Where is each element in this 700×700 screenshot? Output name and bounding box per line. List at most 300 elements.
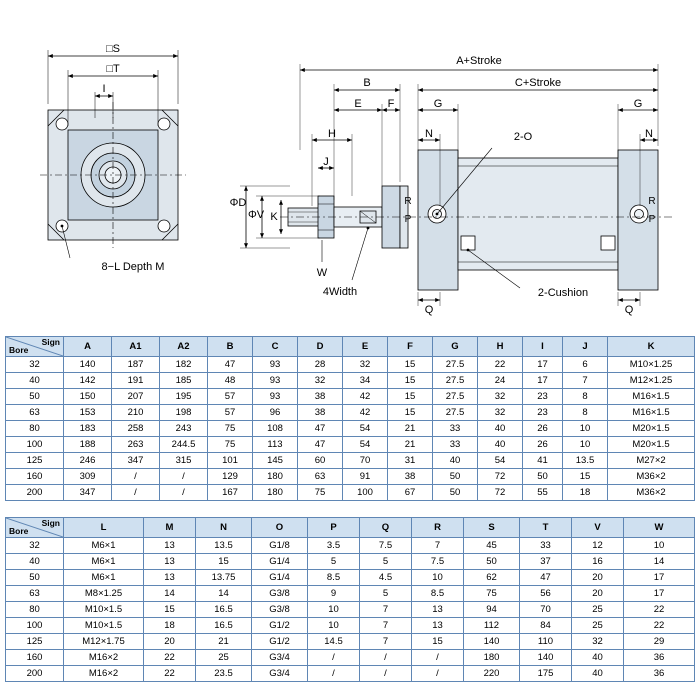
value-cell: 15 bbox=[563, 469, 608, 485]
value-cell: 7.5 bbox=[412, 554, 464, 570]
label-e: E bbox=[354, 98, 362, 110]
table1-row bbox=[6, 469, 695, 485]
value-cell: 16.5 bbox=[196, 618, 252, 634]
value-cell: 7 bbox=[360, 618, 412, 634]
value-cell: M8×1.25 bbox=[64, 586, 144, 602]
value-cell: 94 bbox=[464, 602, 520, 618]
value-cell: / bbox=[160, 485, 208, 501]
value-cell: 57 bbox=[208, 389, 253, 405]
dimension-tables bbox=[0, 336, 700, 692]
value-cell: M27×2 bbox=[608, 453, 695, 469]
table2-col-r: R bbox=[412, 518, 464, 538]
table2-sign-label: Sign bbox=[41, 518, 60, 528]
value-cell: 3.5 bbox=[308, 538, 360, 554]
table2-row bbox=[6, 634, 695, 650]
value-cell: 93 bbox=[253, 389, 298, 405]
value-cell: 150 bbox=[64, 389, 112, 405]
value-cell: 142 bbox=[64, 373, 112, 389]
table2-col-m: M bbox=[144, 518, 196, 538]
value-cell: 246 bbox=[64, 453, 112, 469]
value-cell: 13.75 bbox=[196, 570, 252, 586]
table1-sign-label: Sign bbox=[41, 337, 60, 347]
value-cell: 175 bbox=[520, 666, 572, 682]
value-cell: 7 bbox=[360, 634, 412, 650]
table1-row bbox=[6, 421, 695, 437]
value-cell: 50 bbox=[464, 554, 520, 570]
label-q-left: Q bbox=[424, 304, 434, 316]
value-cell: 50 bbox=[433, 485, 478, 501]
value-cell: 27.5 bbox=[433, 405, 478, 421]
value-cell: 112 bbox=[464, 618, 520, 634]
table1-row bbox=[6, 485, 695, 501]
label-q-right: Q bbox=[624, 304, 634, 316]
table2-col-p: P bbox=[308, 518, 360, 538]
value-cell: 22 bbox=[478, 357, 523, 373]
value-cell: 41 bbox=[523, 453, 563, 469]
value-cell: 5 bbox=[308, 554, 360, 570]
value-cell: 75 bbox=[208, 437, 253, 453]
value-cell: 21 bbox=[196, 634, 252, 650]
value-cell: 50 bbox=[523, 469, 563, 485]
label-4width: 4Width bbox=[322, 286, 358, 298]
label-2-o: 2-O bbox=[513, 131, 533, 143]
value-cell: 4.5 bbox=[360, 570, 412, 586]
value-cell: 13.5 bbox=[196, 538, 252, 554]
value-cell: 14 bbox=[624, 554, 695, 570]
value-cell: G1/4 bbox=[252, 570, 308, 586]
value-cell: 38 bbox=[298, 405, 343, 421]
value-cell: 36 bbox=[624, 650, 695, 666]
value-cell: 27.5 bbox=[433, 357, 478, 373]
value-cell: 13 bbox=[412, 602, 464, 618]
value-cell: 27.5 bbox=[433, 389, 478, 405]
value-cell: 23.5 bbox=[196, 666, 252, 682]
bore-cell: 100 bbox=[6, 437, 64, 453]
value-cell: 198 bbox=[160, 405, 208, 421]
value-cell: 56 bbox=[520, 586, 572, 602]
value-cell: 32 bbox=[343, 357, 388, 373]
table2-col-l: L bbox=[64, 518, 144, 538]
value-cell: / bbox=[112, 485, 160, 501]
value-cell: 37 bbox=[520, 554, 572, 570]
value-cell: / bbox=[112, 469, 160, 485]
value-cell: M20×1.5 bbox=[608, 421, 695, 437]
value-cell: 110 bbox=[520, 634, 572, 650]
table2-row bbox=[6, 570, 695, 586]
label-w: W bbox=[316, 267, 328, 279]
value-cell: 187 bbox=[112, 357, 160, 373]
table2-col-q: Q bbox=[360, 518, 412, 538]
value-cell: G3/4 bbox=[252, 666, 308, 682]
value-cell: / bbox=[308, 650, 360, 666]
value-cell: 18 bbox=[144, 618, 196, 634]
table2-col-o: O bbox=[252, 518, 308, 538]
value-cell: 15 bbox=[388, 357, 433, 373]
table1-col-f: F bbox=[388, 337, 433, 357]
table1-col-c: C bbox=[253, 337, 298, 357]
value-cell: 16 bbox=[572, 554, 624, 570]
value-cell: / bbox=[360, 666, 412, 682]
value-cell: 32 bbox=[298, 373, 343, 389]
value-cell: 70 bbox=[520, 602, 572, 618]
bore-cell: 100 bbox=[6, 618, 64, 634]
value-cell: 113 bbox=[253, 437, 298, 453]
table1-col-k: K bbox=[608, 337, 695, 357]
value-cell: 26 bbox=[523, 437, 563, 453]
table2-row bbox=[6, 586, 695, 602]
value-cell: 13 bbox=[144, 570, 196, 586]
label-r-rear: R bbox=[648, 196, 656, 207]
table2-col-s: S bbox=[464, 518, 520, 538]
value-cell: 140 bbox=[464, 634, 520, 650]
value-cell: M10×1.25 bbox=[608, 357, 695, 373]
value-cell: 24 bbox=[478, 373, 523, 389]
value-cell: M16×2 bbox=[64, 666, 144, 682]
value-cell: 38 bbox=[298, 389, 343, 405]
table1-col-g: G bbox=[433, 337, 478, 357]
value-cell: 182 bbox=[160, 357, 208, 373]
value-cell: 50 bbox=[433, 469, 478, 485]
bore-cell: 32 bbox=[6, 357, 64, 373]
value-cell: 15 bbox=[144, 602, 196, 618]
value-cell: 8 bbox=[563, 405, 608, 421]
value-cell: 7 bbox=[412, 538, 464, 554]
value-cell: 32 bbox=[572, 634, 624, 650]
bore-cell: 125 bbox=[6, 453, 64, 469]
value-cell: G3/8 bbox=[252, 602, 308, 618]
value-cell: 47 bbox=[298, 421, 343, 437]
value-cell: 8.5 bbox=[308, 570, 360, 586]
bore-cell: 125 bbox=[6, 634, 64, 650]
label-g-right: G bbox=[633, 98, 643, 110]
table2-row bbox=[6, 666, 695, 682]
value-cell: / bbox=[412, 650, 464, 666]
table1-row bbox=[6, 405, 695, 421]
value-cell: 140 bbox=[64, 357, 112, 373]
value-cell: 14 bbox=[196, 586, 252, 602]
value-cell: 32 bbox=[478, 389, 523, 405]
value-cell: 38 bbox=[388, 469, 433, 485]
value-cell: 28 bbox=[298, 357, 343, 373]
value-cell: 145 bbox=[253, 453, 298, 469]
bore-cell: 32 bbox=[6, 538, 64, 554]
value-cell: M6×1 bbox=[64, 538, 144, 554]
label-square-t: □T bbox=[106, 63, 120, 75]
table2-row bbox=[6, 602, 695, 618]
value-cell: 25 bbox=[572, 602, 624, 618]
table1-col-i: I bbox=[523, 337, 563, 357]
value-cell: 5 bbox=[360, 554, 412, 570]
value-cell: 27.5 bbox=[433, 373, 478, 389]
label-phi-d: ΦD bbox=[229, 197, 247, 209]
table2-corner-cell bbox=[6, 518, 64, 538]
value-cell: 8 bbox=[563, 389, 608, 405]
table1-row bbox=[6, 373, 695, 389]
bore-cell: 160 bbox=[6, 469, 64, 485]
label-2-cushion: 2-Cushion bbox=[537, 287, 589, 299]
bore-cell: 80 bbox=[6, 421, 64, 437]
bore-cell: 40 bbox=[6, 554, 64, 570]
value-cell: 91 bbox=[343, 469, 388, 485]
value-cell: 42 bbox=[343, 405, 388, 421]
value-cell: 47 bbox=[298, 437, 343, 453]
value-cell: M6×1 bbox=[64, 554, 144, 570]
value-cell: 47 bbox=[208, 357, 253, 373]
value-cell: 40 bbox=[572, 650, 624, 666]
table1-col-a: A bbox=[64, 337, 112, 357]
bore-cell: 200 bbox=[6, 666, 64, 682]
value-cell: 140 bbox=[520, 650, 572, 666]
value-cell: 23 bbox=[523, 389, 563, 405]
value-cell: 153 bbox=[64, 405, 112, 421]
value-cell: 15 bbox=[388, 405, 433, 421]
value-cell: 210 bbox=[112, 405, 160, 421]
technical-drawing bbox=[0, 0, 700, 330]
value-cell: 188 bbox=[64, 437, 112, 453]
value-cell: 180 bbox=[253, 485, 298, 501]
table2-col-n: N bbox=[196, 518, 252, 538]
table2-col-w: W bbox=[624, 518, 695, 538]
value-cell: 72 bbox=[478, 469, 523, 485]
label-i: I bbox=[102, 83, 106, 95]
value-cell: 47 bbox=[520, 570, 572, 586]
table1-col-e: E bbox=[343, 337, 388, 357]
value-cell: 60 bbox=[298, 453, 343, 469]
value-cell: 10 bbox=[563, 437, 608, 453]
value-cell: 129 bbox=[208, 469, 253, 485]
value-cell: G1/2 bbox=[252, 634, 308, 650]
bore-cell: 200 bbox=[6, 485, 64, 501]
value-cell: 48 bbox=[208, 373, 253, 389]
table2-bore-label: Bore bbox=[9, 526, 29, 536]
table1-col-h: H bbox=[478, 337, 523, 357]
value-cell: 10 bbox=[308, 602, 360, 618]
value-cell: 9 bbox=[308, 586, 360, 602]
label-f: F bbox=[387, 98, 395, 110]
bore-cell: 63 bbox=[6, 586, 64, 602]
value-cell: 26 bbox=[523, 421, 563, 437]
table2-row bbox=[6, 554, 695, 570]
value-cell: 8.5 bbox=[412, 586, 464, 602]
value-cell: 70 bbox=[343, 453, 388, 469]
value-cell: 180 bbox=[253, 469, 298, 485]
value-cell: M16×2 bbox=[64, 650, 144, 666]
value-cell: 315 bbox=[160, 453, 208, 469]
label-r-front: R bbox=[404, 196, 412, 207]
value-cell: 84 bbox=[520, 618, 572, 634]
table1-col-a1: A1 bbox=[112, 337, 160, 357]
value-cell: 15 bbox=[388, 389, 433, 405]
value-cell: 34 bbox=[343, 373, 388, 389]
value-cell: G3/8 bbox=[252, 586, 308, 602]
table1-header-row bbox=[6, 337, 695, 357]
bore-cell: 50 bbox=[6, 389, 64, 405]
bore-cell: 50 bbox=[6, 570, 64, 586]
value-cell: G3/4 bbox=[252, 650, 308, 666]
table1-row bbox=[6, 389, 695, 405]
value-cell: 7 bbox=[360, 602, 412, 618]
value-cell: 23 bbox=[523, 405, 563, 421]
value-cell: 75 bbox=[298, 485, 343, 501]
value-cell: 18 bbox=[563, 485, 608, 501]
value-cell: 207 bbox=[112, 389, 160, 405]
label-j: J bbox=[323, 156, 329, 168]
label-square-s: □S bbox=[106, 43, 120, 55]
value-cell: 40 bbox=[572, 666, 624, 682]
value-cell: 101 bbox=[208, 453, 253, 469]
value-cell: M36×2 bbox=[608, 469, 695, 485]
bore-cell: 80 bbox=[6, 602, 64, 618]
dimension-table-1 bbox=[5, 336, 695, 501]
value-cell: 13 bbox=[412, 618, 464, 634]
value-cell: 40 bbox=[478, 421, 523, 437]
value-cell: 62 bbox=[464, 570, 520, 586]
value-cell: 54 bbox=[343, 437, 388, 453]
value-cell: 183 bbox=[64, 421, 112, 437]
value-cell: 42 bbox=[343, 389, 388, 405]
value-cell: 75 bbox=[464, 586, 520, 602]
value-cell: 309 bbox=[64, 469, 112, 485]
value-cell: M16×1.5 bbox=[608, 405, 695, 421]
value-cell: / bbox=[412, 666, 464, 682]
value-cell: G1/4 bbox=[252, 554, 308, 570]
value-cell: 7 bbox=[563, 373, 608, 389]
value-cell: 13 bbox=[144, 554, 196, 570]
value-cell: M36×2 bbox=[608, 485, 695, 501]
value-cell: 5 bbox=[360, 586, 412, 602]
value-cell: 16.5 bbox=[196, 602, 252, 618]
value-cell: 21 bbox=[388, 437, 433, 453]
value-cell: 6 bbox=[563, 357, 608, 373]
value-cell: 63 bbox=[298, 469, 343, 485]
value-cell: G1/2 bbox=[252, 618, 308, 634]
value-cell: 22 bbox=[624, 618, 695, 634]
value-cell: / bbox=[360, 650, 412, 666]
table2-row bbox=[6, 650, 695, 666]
value-cell: 263 bbox=[112, 437, 160, 453]
bore-cell: 40 bbox=[6, 373, 64, 389]
table1-col-a2: A2 bbox=[160, 337, 208, 357]
value-cell: 25 bbox=[572, 618, 624, 634]
label-k: K bbox=[270, 211, 278, 223]
value-cell: 180 bbox=[464, 650, 520, 666]
value-cell: 33 bbox=[520, 538, 572, 554]
value-cell: 96 bbox=[253, 405, 298, 421]
value-cell: 33 bbox=[433, 437, 478, 453]
table1-bore-label: Bore bbox=[9, 345, 29, 355]
value-cell: 14 bbox=[144, 586, 196, 602]
value-cell: 15 bbox=[196, 554, 252, 570]
value-cell: M10×1.5 bbox=[64, 602, 144, 618]
value-cell: 258 bbox=[112, 421, 160, 437]
value-cell: M6×1 bbox=[64, 570, 144, 586]
value-cell: 17 bbox=[624, 586, 695, 602]
value-cell: 40 bbox=[433, 453, 478, 469]
table2-col-v: V bbox=[572, 518, 624, 538]
table1-corner-cell bbox=[6, 337, 64, 357]
value-cell: M20×1.5 bbox=[608, 437, 695, 453]
value-cell: G1/8 bbox=[252, 538, 308, 554]
value-cell: 243 bbox=[160, 421, 208, 437]
value-cell: 45 bbox=[464, 538, 520, 554]
value-cell: 40 bbox=[478, 437, 523, 453]
table2-row bbox=[6, 538, 695, 554]
label-g-left: G bbox=[433, 98, 443, 110]
value-cell: 15 bbox=[388, 373, 433, 389]
value-cell: 13 bbox=[144, 538, 196, 554]
value-cell: 10 bbox=[412, 570, 464, 586]
table1-row bbox=[6, 453, 695, 469]
bore-cell: 160 bbox=[6, 650, 64, 666]
value-cell: 195 bbox=[160, 389, 208, 405]
value-cell: 22 bbox=[144, 650, 196, 666]
table1-row bbox=[6, 357, 695, 373]
value-cell: 10 bbox=[563, 421, 608, 437]
table1-row bbox=[6, 437, 695, 453]
value-cell: 67 bbox=[388, 485, 433, 501]
value-cell: 185 bbox=[160, 373, 208, 389]
value-cell: 100 bbox=[343, 485, 388, 501]
value-cell: M16×1.5 bbox=[608, 389, 695, 405]
label-h: H bbox=[328, 128, 336, 140]
label-b: B bbox=[363, 77, 371, 89]
value-cell: 31 bbox=[388, 453, 433, 469]
value-cell: 22 bbox=[624, 602, 695, 618]
value-cell: 244.5 bbox=[160, 437, 208, 453]
value-cell: 72 bbox=[478, 485, 523, 501]
value-cell: 17 bbox=[523, 373, 563, 389]
value-cell: 167 bbox=[208, 485, 253, 501]
value-cell: 10 bbox=[624, 538, 695, 554]
table1-col-b: B bbox=[208, 337, 253, 357]
value-cell: 108 bbox=[253, 421, 298, 437]
label-c-stroke: C+Stroke bbox=[514, 77, 562, 89]
value-cell: 21 bbox=[388, 421, 433, 437]
label-p-front: P bbox=[404, 214, 412, 225]
table1-col-d: D bbox=[298, 337, 343, 357]
value-cell: 220 bbox=[464, 666, 520, 682]
value-cell: 22 bbox=[144, 666, 196, 682]
value-cell: 36 bbox=[624, 666, 695, 682]
bore-cell: 63 bbox=[6, 405, 64, 421]
value-cell: M12×1.75 bbox=[64, 634, 144, 650]
value-cell: 93 bbox=[253, 357, 298, 373]
value-cell: 10 bbox=[308, 618, 360, 634]
value-cell: 20 bbox=[144, 634, 196, 650]
value-cell: 32 bbox=[478, 405, 523, 421]
value-cell: 20 bbox=[572, 570, 624, 586]
value-cell: 75 bbox=[208, 421, 253, 437]
label-phi-v: ΦV bbox=[247, 209, 265, 221]
value-cell: 29 bbox=[624, 634, 695, 650]
value-cell: 25 bbox=[196, 650, 252, 666]
value-cell: 93 bbox=[253, 373, 298, 389]
value-cell: 17 bbox=[624, 570, 695, 586]
value-cell: 20 bbox=[572, 586, 624, 602]
value-cell: / bbox=[160, 469, 208, 485]
table2-header-row bbox=[6, 518, 695, 538]
label-depth: 8−L Depth M bbox=[101, 261, 165, 273]
value-cell: / bbox=[308, 666, 360, 682]
value-cell: 54 bbox=[478, 453, 523, 469]
value-cell: 12 bbox=[572, 538, 624, 554]
table2-row bbox=[6, 618, 695, 634]
value-cell: 54 bbox=[343, 421, 388, 437]
label-a-stroke: A+Stroke bbox=[456, 55, 502, 67]
table2-col-t: T bbox=[520, 518, 572, 538]
value-cell: 15 bbox=[412, 634, 464, 650]
value-cell: 55 bbox=[523, 485, 563, 501]
